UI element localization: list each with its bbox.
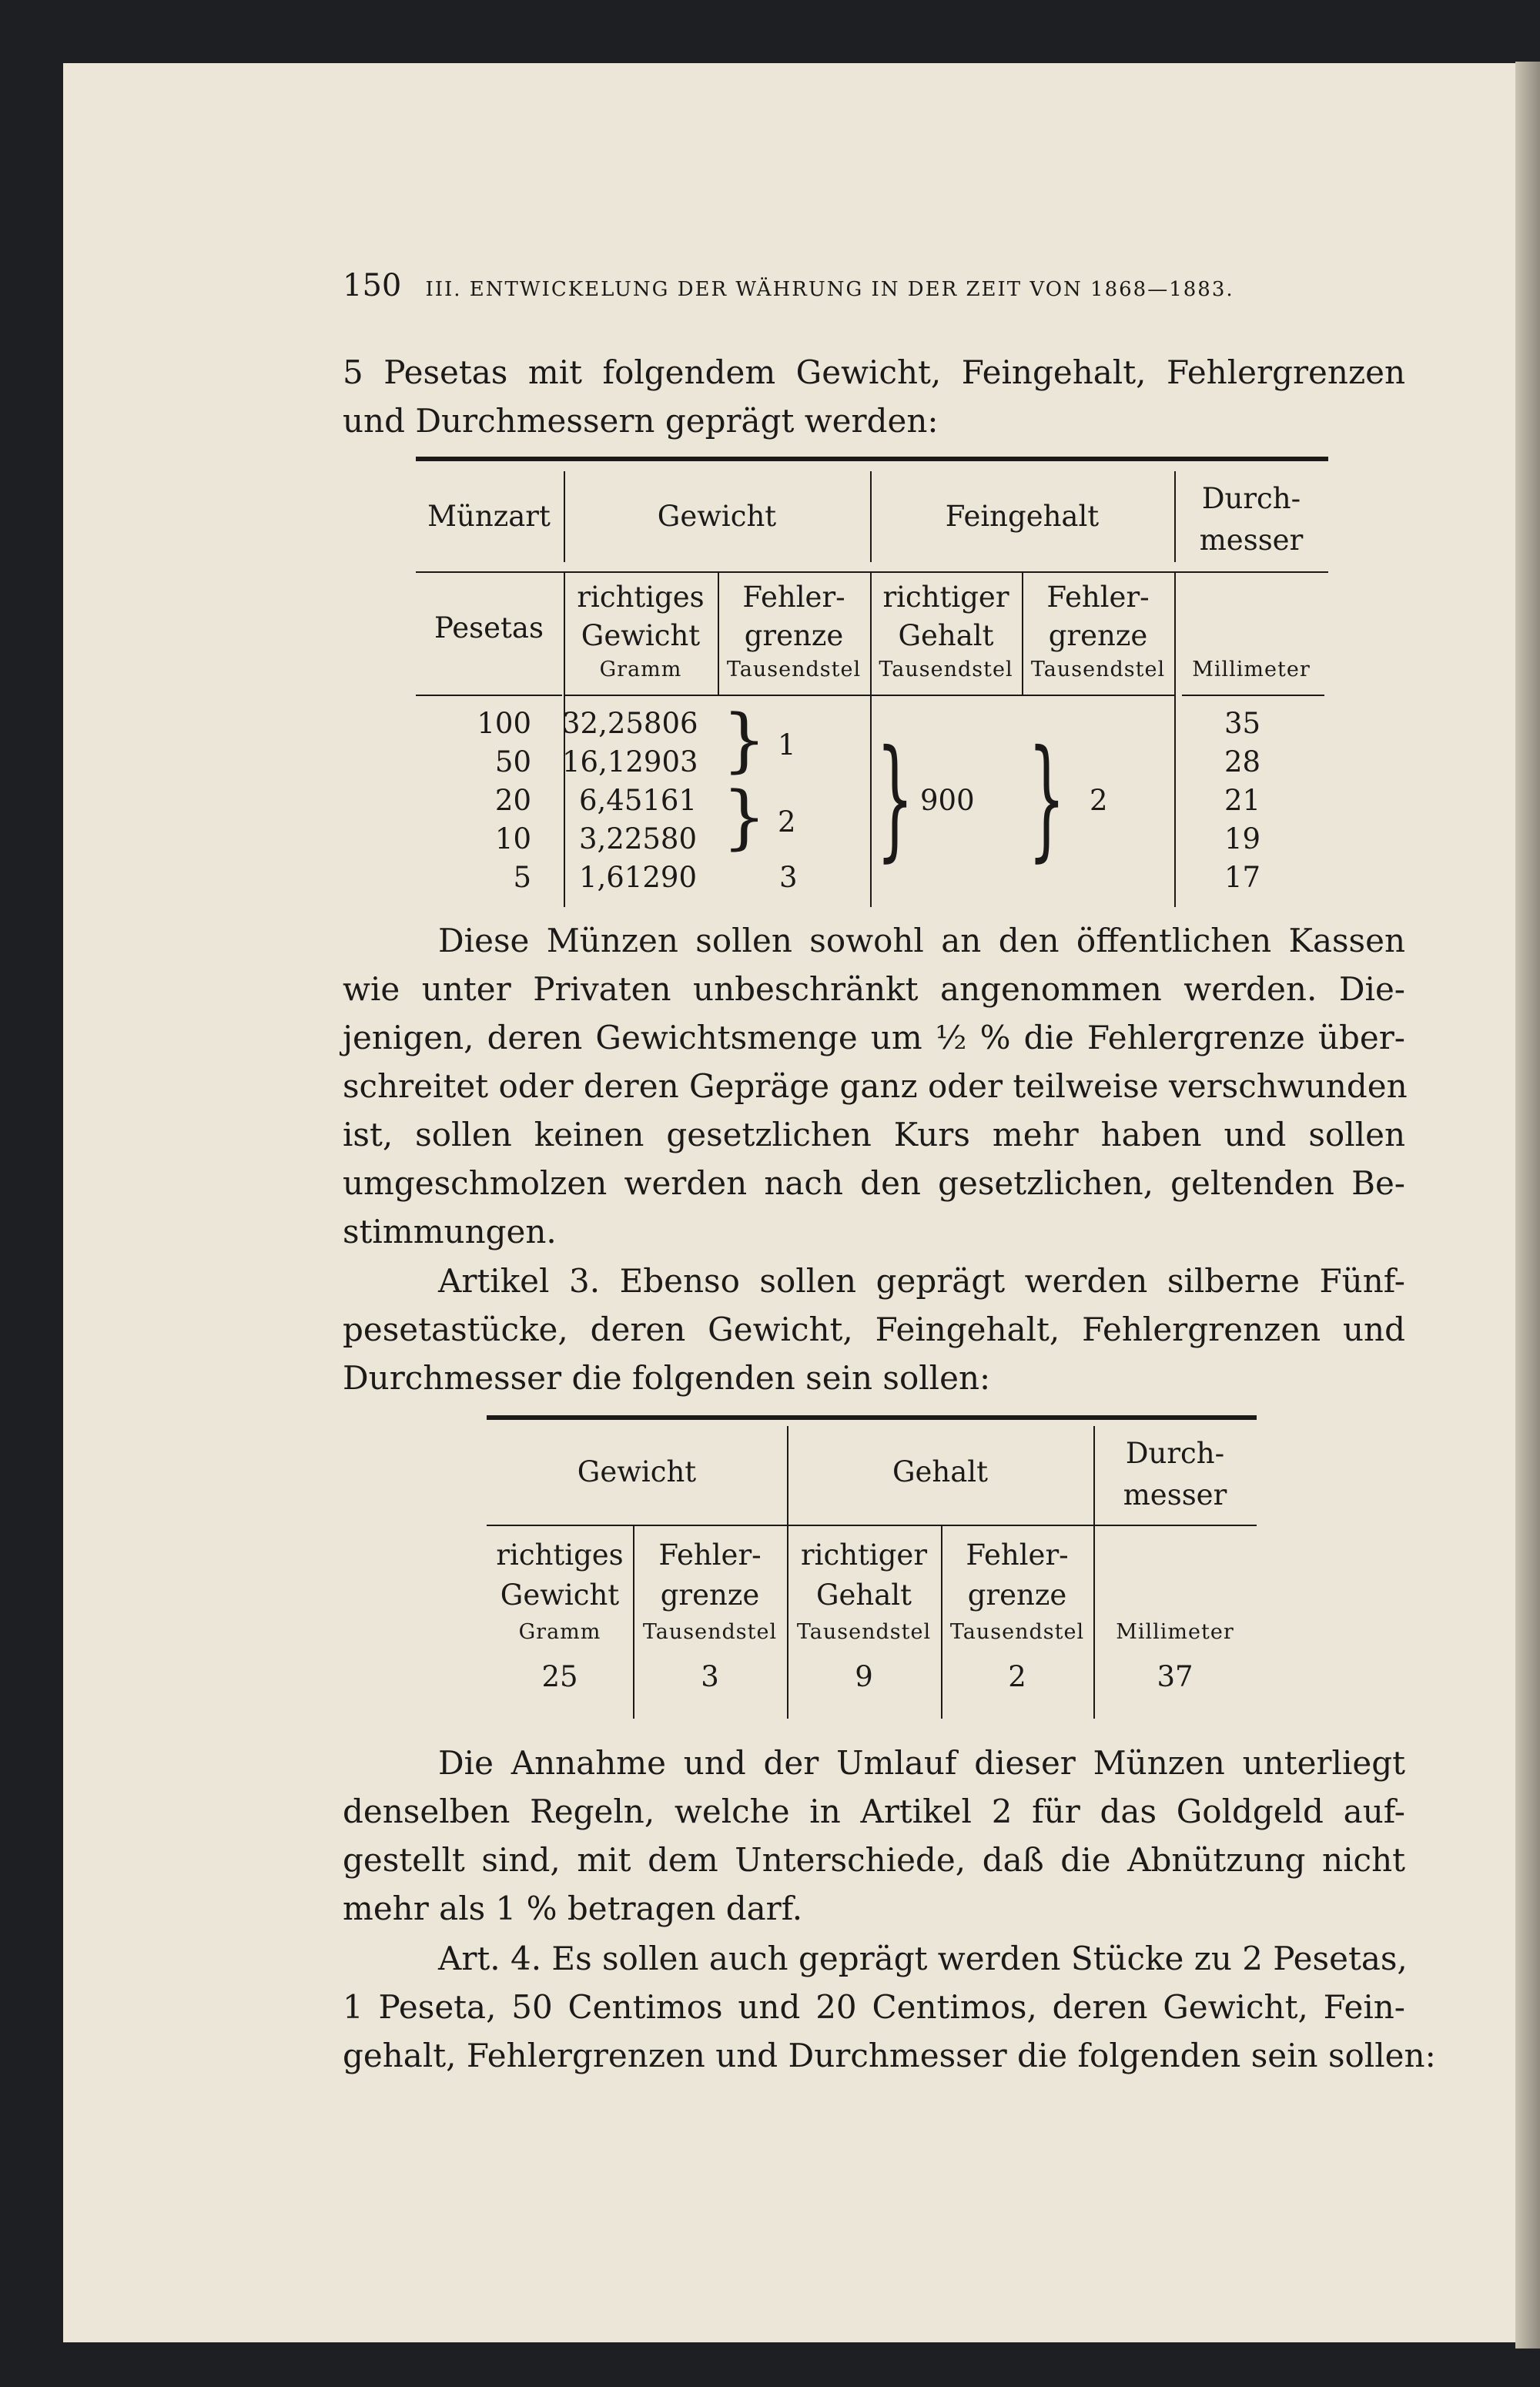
text-line: wie unter Privaten unbeschränkt angenommen werden. Die- — [343, 970, 1405, 1008]
unit-tausendstel: Tausendstel — [949, 1620, 1085, 1644]
subheader-fehler: Fehler- — [658, 1538, 762, 1572]
cell-pesetas: 5 — [513, 861, 531, 894]
col-divider — [1174, 571, 1176, 907]
subheader-grenze: grenze — [1048, 619, 1148, 652]
subheader-pesetas: Pesetas — [434, 611, 544, 644]
paragraph-annahme — [343, 1739, 1405, 1933]
subheader-richtiges: richtiges — [496, 1538, 624, 1572]
brace-right: } — [1028, 722, 1066, 875]
text-line: Art. 4. Es sollen auch geprägt werden Stücke zu 2 Pesetas, — [438, 1940, 1408, 1977]
text-line: schreitet oder deren Gepräge ganz oder teilweise verschwunden — [343, 1067, 1408, 1105]
cell-gehalt-fehler: 2 — [1008, 1660, 1026, 1693]
text-line: 5 Pesetas mit folgendem Gewicht, Feingehalt, Fehlergrenzen — [343, 353, 1405, 391]
text-line: und Durchmessern geprägt werden: — [343, 402, 939, 440]
text-line: gehalt, Fehlergrenzen und Durchmesser die folgenden sein sollen: — [343, 2037, 1436, 2074]
cell-durchmesser: 37 — [1157, 1660, 1194, 1693]
subheader-fehler: Fehler- — [742, 581, 845, 614]
intro-paragraph — [343, 348, 1405, 445]
header-rule — [1022, 695, 1174, 696]
page-number: 150 — [343, 268, 402, 303]
text-line: Artikel 3. Ebenso sollen geprägt werden silberne Fünf- — [438, 1262, 1405, 1300]
cell-fehlergrenze: 2 — [778, 805, 796, 839]
cell-pesetas: 50 — [494, 745, 531, 778]
subheader-richtiger: richtiger — [800, 1538, 928, 1572]
header-durchmesser-1: Durch- — [1201, 482, 1301, 515]
cell-gewicht: 3,22580 — [578, 822, 697, 855]
text-line: Durchmesser die folgenden sein sollen: — [343, 1359, 991, 1397]
header-rule — [1182, 695, 1324, 696]
text-line: 1 Peseta, 50 Centimos und 20 Centimos, deren Gewicht, Fein- — [343, 1988, 1405, 2026]
unit-tausendstel: Tausendstel — [642, 1620, 778, 1644]
cell-gewicht: 32,25806 — [562, 707, 698, 740]
unit-gramm: Gramm — [599, 658, 682, 681]
header-durchmesser-2: messer — [1199, 524, 1304, 557]
brace-right: } — [876, 722, 914, 875]
text-line: gestellt sind, mit dem Unterschiede, daß die Abnützung nicht — [343, 1841, 1405, 1879]
text-line: pesetastücke, deren Gewicht, Feingehalt, Fehlergrenzen und — [343, 1311, 1405, 1348]
cell-durchmesser: 35 — [1224, 707, 1261, 740]
text-line: umgeschmolzen werden nach den gesetzlichen, geltenden Be- — [343, 1164, 1405, 1202]
paragraph-art-4 — [343, 1934, 1436, 2080]
subheader-fehler: Fehler- — [966, 1538, 1069, 1572]
brace-right: } — [722, 700, 767, 781]
brace-right: } — [722, 777, 767, 858]
cell-gewicht: 25 — [541, 1660, 578, 1693]
text-line: denselben Regeln, welche in Artikel 2 für das Goldgeld auf- — [343, 1793, 1405, 1830]
text-line: mehr als 1 % betragen darf. — [343, 1890, 803, 1927]
text-line: jenigen, deren Gewichtsmenge um ½ % die Fehlergrenze über- — [343, 1019, 1405, 1056]
text-line: ist, sollen keinen gesetzlichen Kurs mehr haben und sollen — [343, 1116, 1405, 1153]
header-muenzart: Münzart — [427, 500, 551, 533]
cell-gewicht: 6,45161 — [578, 784, 697, 817]
running-title: III. ENTWICKELUNG DER WÄHRUNG IN DER ZEIT VON 1868—1883. — [425, 278, 1234, 301]
paragraph-artikel-3 — [343, 1257, 1405, 1402]
cell-durchmesser: 17 — [1224, 861, 1261, 894]
page-header — [343, 268, 1405, 306]
text-line: Diese Münzen sollen sowohl an den öffentlichen Kassen — [438, 922, 1405, 959]
cell-durchmesser: 28 — [1224, 745, 1261, 778]
cell-gewicht: 1,61290 — [578, 861, 697, 894]
header-gewicht: Gewicht — [657, 500, 777, 533]
table-top-rule — [416, 457, 1328, 461]
subheader-grenze: grenze — [967, 1578, 1067, 1612]
subheader-fehler: Fehler- — [1046, 581, 1150, 614]
subheader-grenze: grenze — [744, 619, 844, 652]
subheader-gewicht: Gewicht — [500, 1578, 620, 1612]
header-feingehalt: Feingehalt — [945, 500, 1100, 533]
cell-gehalt: 9 — [855, 1660, 873, 1693]
unit-tausendstel: Tausendstel — [879, 658, 1013, 681]
cell-pesetas: 100 — [477, 707, 531, 740]
unit-millimeter: Millimeter — [1116, 1620, 1234, 1644]
unit-gramm: Gramm — [518, 1620, 601, 1644]
text-line: stimmungen. — [343, 1213, 557, 1250]
subheader-richtiger: richtiger — [882, 581, 1009, 614]
unit-tausendstel: Tausendstel — [1030, 658, 1166, 681]
text-line: Die Annahme und der Umlauf dieser Münzen unterliegt — [438, 1744, 1405, 1782]
unit-tausendstel: Tausendstel — [726, 658, 862, 681]
cell-pesetas: 10 — [494, 822, 531, 855]
cell-pesetas: 20 — [494, 784, 531, 817]
cell-fehlergrenze: 3 — [701, 1660, 719, 1693]
header-rule — [416, 695, 562, 696]
cell-fehlergrenze: 1 — [778, 728, 796, 762]
subheader-gewicht: Gewicht — [581, 619, 701, 652]
cell-gewicht: 16,12903 — [562, 745, 698, 778]
cell-durchmesser: 19 — [1224, 822, 1261, 855]
cell-durchmesser: 21 — [1224, 784, 1261, 817]
unit-tausendstel: Tausendstel — [796, 1620, 932, 1644]
cell-fehlergrenze: 3 — [779, 861, 798, 894]
cell-feingehalt: 900 — [920, 784, 975, 817]
header-rule — [564, 695, 1026, 696]
unit-millimeter: Millimeter — [1192, 658, 1311, 681]
cell-feingehalt-fehler: 2 — [1090, 784, 1108, 817]
page-edge — [1515, 62, 1540, 2348]
subheader-richtiges: richtiges — [577, 581, 705, 614]
header-gehalt: Gehalt — [892, 1455, 989, 1488]
subheader-grenze: grenze — [660, 1578, 760, 1612]
header-rule — [487, 1525, 1257, 1526]
header-rule — [416, 571, 1328, 573]
header-durchmesser-1: Durch- — [1125, 1437, 1225, 1470]
header-gewicht: Gewicht — [577, 1455, 697, 1488]
paragraph-muenzen — [343, 916, 1408, 1256]
subheader-gehalt: Gehalt — [898, 619, 994, 652]
subheader-gehalt: Gehalt — [815, 1578, 912, 1612]
header-durchmesser-2: messer — [1123, 1478, 1227, 1512]
table-top-rule — [487, 1415, 1257, 1420]
